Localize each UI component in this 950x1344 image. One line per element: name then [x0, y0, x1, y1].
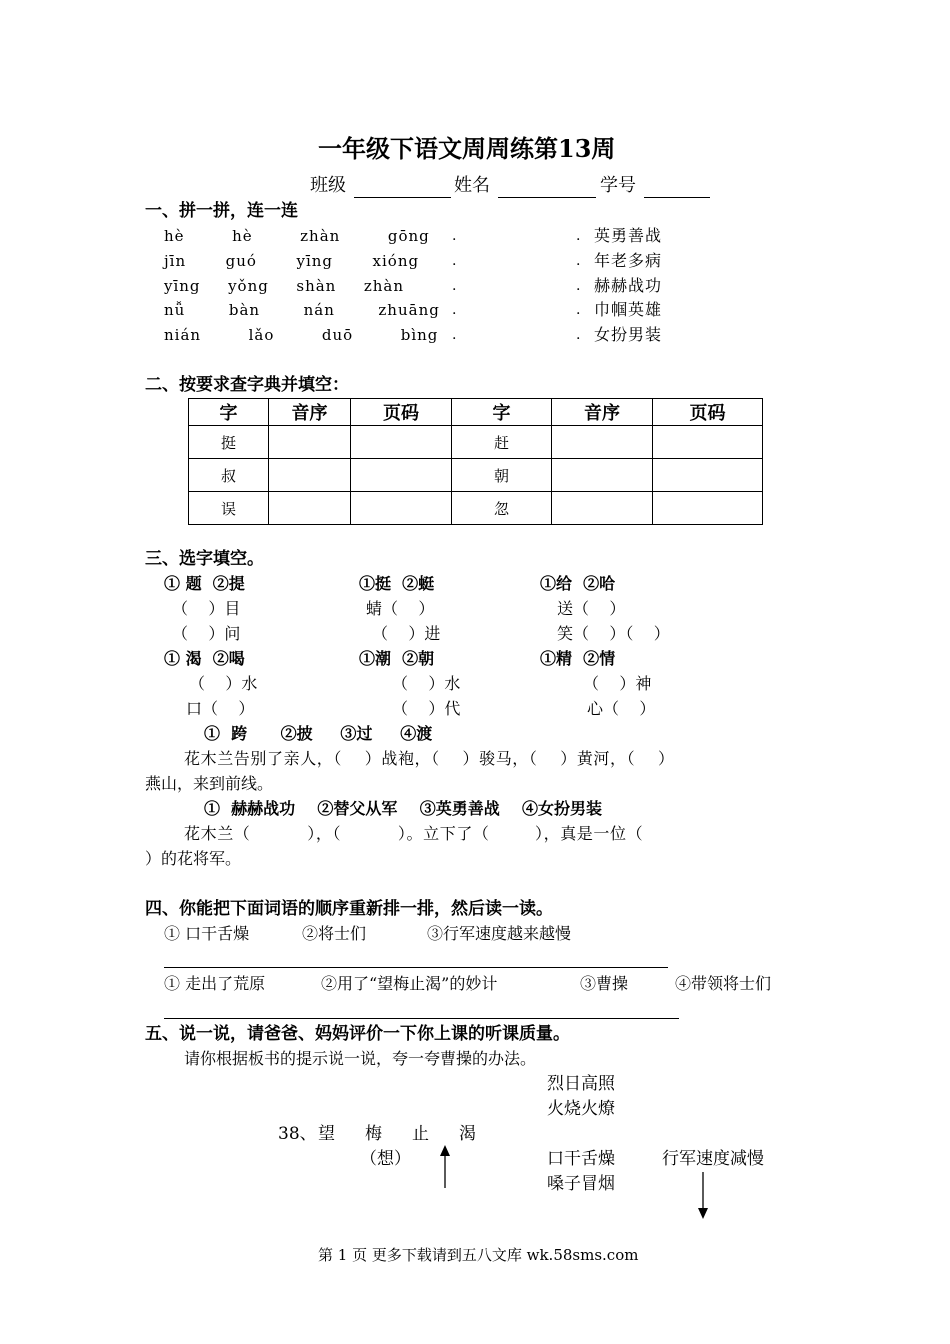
- order-item: ③曹操: [580, 974, 629, 993]
- match-dot[interactable]: .: [452, 302, 457, 318]
- choice-options: ① 渴 ②喝: [164, 649, 245, 668]
- board-text: 嗓子冒烟: [547, 1174, 615, 1194]
- pinyin-item: yīng yǒng shàn zhàn: [164, 277, 405, 295]
- col-header: 音序: [269, 399, 351, 426]
- char-cell: 忽: [452, 492, 552, 525]
- lesson-char: 渴: [459, 1124, 476, 1144]
- sentence-fill[interactable]: 花木兰（ ），（ ）。立下了（ ），真是一位（: [184, 824, 644, 843]
- fill-blank[interactable]: 蜻（ ）: [366, 599, 435, 618]
- section4-heading: 四、你能把下面词语的顺序重新排一排，然后读一读。: [145, 899, 553, 919]
- lesson-char: 止: [412, 1124, 429, 1144]
- word-item: 女扮男装: [594, 325, 663, 344]
- match-dot[interactable]: .: [452, 278, 457, 294]
- fill-blank[interactable]: （ ）问: [172, 624, 241, 643]
- fill-blank[interactable]: （ ）进: [372, 624, 441, 643]
- choice-options: ① 赫赫战功 ②替父从军 ③英勇善战 ④女扮男装: [204, 799, 602, 818]
- sentence-text: 燕山，来到前线。: [145, 774, 274, 793]
- match-dot[interactable]: .: [576, 302, 581, 318]
- lesson-char: 望: [318, 1124, 335, 1144]
- fill-blank[interactable]: 送（ ）: [557, 599, 626, 618]
- section1-heading: 一、拼一拼，连一连: [145, 201, 298, 221]
- board-text: 行军速度减慢: [662, 1149, 764, 1169]
- choice-options: ①精 ②情: [540, 649, 616, 668]
- match-dot[interactable]: .: [576, 228, 581, 244]
- match-dot[interactable]: .: [576, 253, 581, 269]
- fill-blank[interactable]: （ ）目: [172, 599, 241, 618]
- fill-blank[interactable]: 心（ ）: [587, 699, 656, 718]
- up-arrow-icon: [440, 1145, 450, 1188]
- id-label: 学号: [600, 175, 636, 196]
- fill-blank[interactable]: （ ）代: [392, 699, 461, 718]
- board-text: 口干舌燥: [547, 1149, 615, 1169]
- pinyin-item: hè hè zhàn gōng: [164, 227, 430, 245]
- match-dot[interactable]: .: [576, 278, 581, 294]
- order-item: ③行军速度越来越慢: [427, 924, 572, 943]
- char-cell: 赶: [452, 426, 552, 459]
- col-header: 音序: [552, 399, 653, 426]
- col-header: 字: [189, 399, 269, 426]
- order-item: ②将士们: [302, 924, 367, 943]
- match-dot[interactable]: .: [452, 327, 457, 343]
- char-cell: 挺: [189, 426, 269, 459]
- fill-blank[interactable]: （ ）水: [392, 674, 461, 693]
- class-label: 班级: [310, 175, 346, 196]
- order-item: ① 口干舌燥: [164, 924, 250, 943]
- section5-heading: 五、说一说，请爸爸、妈妈评价一下你上课的听课质量。: [145, 1024, 570, 1044]
- down-arrow-icon: [698, 1172, 708, 1219]
- section2-heading: 二、按要求查字典并填空：: [145, 375, 349, 395]
- col-header: 页码: [653, 399, 763, 426]
- lesson-number: 38、: [278, 1124, 317, 1144]
- word-item: 英勇善战: [594, 226, 663, 245]
- think-label: （想）: [360, 1149, 411, 1169]
- word-item: 巾帼英雄: [594, 300, 663, 319]
- order-item: ① 走出了荒原: [164, 974, 266, 993]
- page-title: 一年级下语文周周练第13周: [318, 134, 616, 163]
- choice-options: ①潮 ②朝: [359, 649, 435, 668]
- order-item: ④带领将士们: [675, 974, 772, 993]
- sentence-fill[interactable]: ）的花将军。: [145, 849, 242, 868]
- fill-blank[interactable]: （ ）神: [583, 674, 652, 693]
- choice-options: ① 题 ②提: [164, 574, 245, 593]
- char-cell: 误: [189, 492, 269, 525]
- fill-blank[interactable]: （ ）水: [189, 674, 258, 693]
- section5-prompt: 请你根据板书的提示说一说，夸一夸曹操的办法。: [184, 1049, 537, 1068]
- word-item: 年老多病: [594, 251, 663, 270]
- name-label: 姓名: [454, 175, 490, 196]
- section3-heading: 三、选字填空。: [145, 549, 264, 569]
- char-cell: 朝: [452, 459, 552, 492]
- choice-options: ①挺 ②蜓: [359, 574, 435, 593]
- sentence-fill[interactable]: 花木兰告别了亲人，（ ）战袍，（ ）骏马，（ ）黄河，（ ）: [184, 749, 675, 768]
- board-text: 火烧火燎: [547, 1099, 615, 1119]
- fill-blank[interactable]: 口（ ）: [186, 699, 255, 718]
- fill-blank[interactable]: 笑（ ）（ ）: [557, 624, 670, 643]
- pinyin-item: jīn guó yīng xióng: [164, 252, 420, 270]
- order-item: ②用了“望梅止渴”的妙计: [321, 974, 498, 993]
- col-header: 页码: [351, 399, 452, 426]
- match-dot[interactable]: .: [576, 327, 581, 343]
- board-text: 烈日高照: [547, 1074, 615, 1094]
- match-dot[interactable]: .: [452, 253, 457, 269]
- word-item: 赫赫战功: [594, 276, 663, 295]
- choice-options: ① 跨 ②披 ③过 ④渡: [204, 724, 433, 743]
- choice-options: ①给 ②哈: [540, 574, 616, 593]
- page-footer: 第 1 页 更多下载请到五八文库 wk.58sms.com: [318, 1246, 639, 1264]
- pinyin-item: nǚ bàn nán zhuāng: [164, 301, 440, 319]
- col-header: 字: [452, 399, 552, 426]
- char-cell: 叔: [189, 459, 269, 492]
- pinyin-item: nián lǎo duō bìng: [164, 326, 439, 344]
- match-dot[interactable]: .: [452, 228, 457, 244]
- lesson-char: 梅: [365, 1124, 382, 1144]
